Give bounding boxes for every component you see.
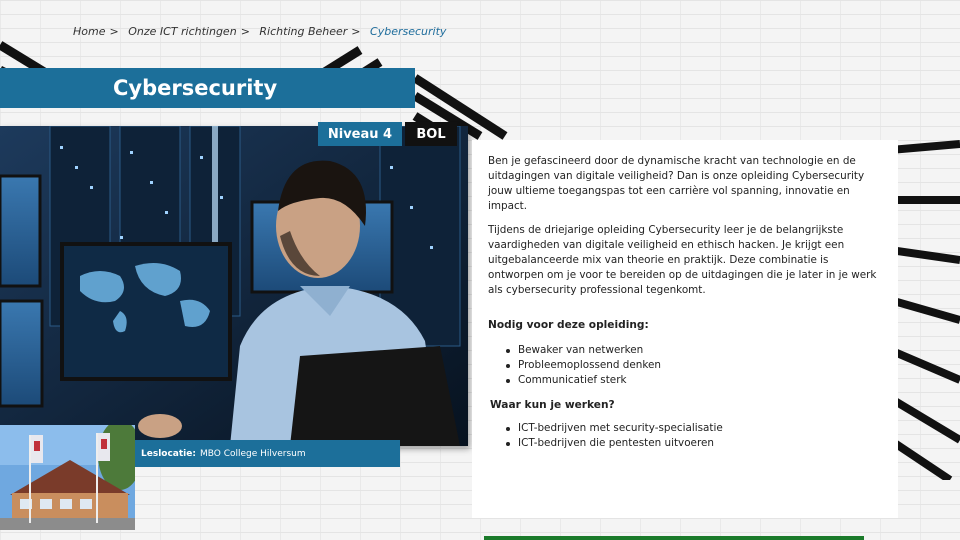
location-photo (0, 425, 135, 530)
hero-image (0, 126, 468, 446)
location-bar (135, 440, 400, 467)
breadcrumb-home[interactable]: Home (73, 25, 106, 38)
building-illustration (0, 425, 135, 530)
green-accent-bar (484, 536, 864, 540)
breadcrumb-richting-beheer[interactable]: Richting Beheer (259, 25, 348, 38)
breadcrumb-ict-richtingen[interactable]: Onze ICT richtingen (128, 25, 237, 38)
requirements-list (488, 343, 882, 388)
breadcrumb-separator: > (240, 25, 250, 38)
list-item: ICT-bedrijven met security-specialisatie (518, 421, 882, 436)
breadcrumb-separator: > (351, 25, 361, 38)
type-badge: BOL (405, 122, 457, 146)
work-list (488, 421, 882, 451)
breadcrumb (73, 25, 446, 38)
server-room-illustration (0, 126, 468, 446)
description-card (472, 140, 898, 518)
decorative-stripes-right (890, 140, 960, 480)
description-paragraph-1: Ben je gefascineerd door de dynamische kracht van technologie en de uitdagingen van digitale veiligheid? Dan is onze opleiding Cybersecurity jouw ultieme toegangspas tot een carrière vol spanning, innovatie en impact. (488, 155, 865, 212)
list-item: Probleemoplossend denken (518, 358, 882, 373)
list-item: Communicatief sterk (518, 373, 882, 388)
list-item: Bewaker van netwerken (518, 343, 882, 358)
level-badge: Niveau 4 (318, 122, 402, 146)
breadcrumb-current: Cybersecurity (370, 25, 447, 38)
list-item: ICT-bedrijven die pentesten uitvoeren (518, 436, 882, 451)
location-value: MBO College Hilversum (199, 448, 306, 459)
requirements-heading: Nodig voor deze opleiding: (488, 319, 649, 331)
page-title: Cybersecurity (113, 76, 278, 100)
location-label: Leslocatie: (141, 448, 196, 459)
work-heading: Waar kun je werken? (490, 399, 615, 411)
breadcrumb-separator: > (109, 25, 119, 38)
description-paragraph-2: Tijdens de driejarige opleiding Cybersecurity leer je de belangrijkste vaardigheden van digitale veiligheid en ethisch hacken. Je krijgt een uitgebalanceerde mix van theorie en praktijk. Deze combinatie is ontworpen om je voor te bereiden op de uitdagingen die je later in je werk als cybersecurity professional tegenkomt. (488, 224, 877, 296)
title-banner (0, 68, 415, 108)
